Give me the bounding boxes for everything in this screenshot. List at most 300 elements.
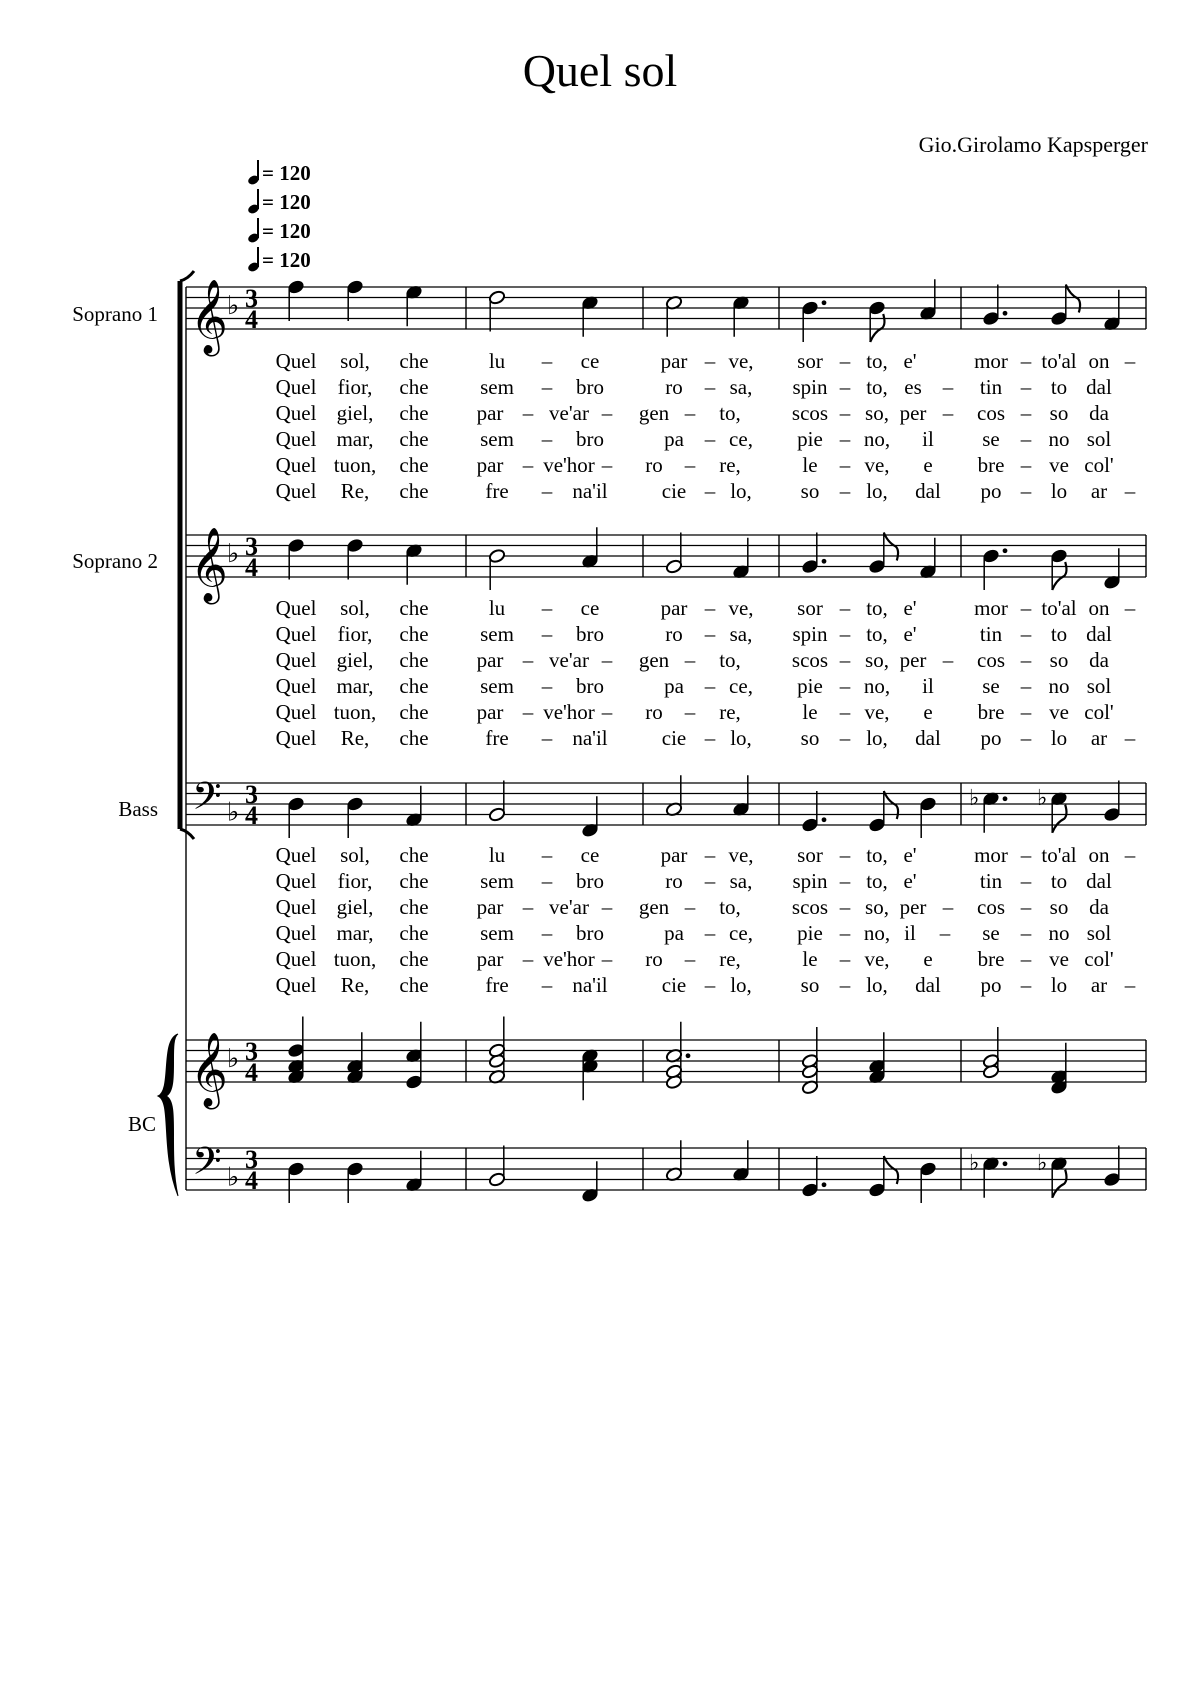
lyric-syllable: e	[923, 947, 933, 971]
lyric-hyphen: –	[704, 726, 716, 750]
lyric-syllable: tin	[979, 622, 1003, 646]
lyric-hyphen: –	[1124, 596, 1136, 620]
lyric-syllable: le	[802, 947, 818, 971]
lyric-syllable: Quel	[275, 349, 317, 373]
lyric-syllable: to'al	[1041, 843, 1077, 867]
lyric-syllable: da	[1089, 648, 1109, 672]
lyric-syllable: lu	[488, 349, 506, 373]
lyric-hyphen: –	[522, 401, 534, 425]
lyric-syllable: ar	[1090, 973, 1108, 997]
augmentation-dot	[822, 1182, 827, 1187]
lyric-syllable: Re,	[340, 726, 370, 750]
lyric-hyphen: –	[601, 947, 613, 971]
lyric-syllable: tin	[979, 869, 1003, 893]
lyric-syllable: ve	[1049, 700, 1069, 724]
lyric-hyphen: –	[939, 921, 951, 945]
flat-accidental-icon: ♭	[969, 1150, 980, 1176]
lyric-syllable: pie	[797, 674, 823, 698]
lyric-hyphen: –	[601, 453, 613, 477]
lyric-syllable: to,	[866, 622, 888, 646]
lyric-hyphen: –	[704, 843, 716, 867]
lyric-syllable: ve,	[864, 947, 890, 971]
lyric-syllable: no,	[863, 921, 891, 945]
lyric-syllable: Re,	[340, 973, 370, 997]
instrument-label-bc: BC	[127, 1112, 156, 1136]
lyric-syllable: che	[399, 726, 429, 750]
time-signature-numerator: 3	[245, 780, 258, 809]
lyric-syllable: che	[399, 947, 429, 971]
lyric-syllable: ve'hor	[543, 947, 595, 971]
lyric-syllable: Quel	[275, 401, 317, 425]
lyric-hyphen: –	[522, 700, 534, 724]
lyric-hyphen: –	[1020, 700, 1032, 724]
lyric-syllable: par	[660, 349, 688, 373]
lyric-syllable: dal	[915, 973, 941, 997]
lyric-hyphen: –	[1020, 401, 1032, 425]
lyric-hyphen: –	[601, 401, 613, 425]
lyric-syllable: tuon,	[333, 700, 377, 724]
lyric-syllable: e'	[903, 349, 917, 373]
bass-clef-icon: 𝄢	[192, 773, 222, 828]
lyric-hyphen: –	[541, 973, 553, 997]
composer-name: Gio.Girolamo Kapsperger	[918, 132, 1148, 157]
lyric-hyphen: –	[1124, 479, 1136, 503]
lyric-syllable: par	[476, 648, 504, 672]
lyric-syllable: da	[1089, 895, 1109, 919]
lyric-syllable: sol	[1086, 921, 1112, 945]
lyric-syllable: lu	[488, 596, 506, 620]
lyric-syllable: par	[476, 700, 504, 724]
lyric-hyphen: –	[1020, 843, 1032, 867]
augmentation-dot	[1003, 1161, 1008, 1166]
lyric-hyphen: –	[1020, 648, 1032, 672]
lyric-hyphen: –	[1020, 895, 1032, 919]
lyric-hyphen: –	[704, 622, 716, 646]
lyric-syllable: on	[1088, 596, 1110, 620]
lyric-syllable: lo,	[730, 726, 752, 750]
lyric-hyphen: –	[1020, 453, 1032, 477]
lyric-syllable: lo,	[730, 973, 752, 997]
lyric-syllable: e'	[903, 596, 917, 620]
lyric-syllable: Quel	[275, 700, 317, 724]
lyric-syllable: gen	[638, 895, 670, 919]
lyric-hyphen: –	[1124, 349, 1136, 373]
lyric-hyphen: –	[839, 674, 851, 698]
lyric-syllable: che	[399, 479, 429, 503]
lyric-syllable: no	[1048, 427, 1070, 451]
lyric-syllable: par	[660, 843, 688, 867]
lyric-hyphen: –	[541, 674, 553, 698]
lyric-syllable: e'	[903, 622, 917, 646]
lyric-syllable: Quel	[275, 674, 317, 698]
lyric-hyphen: –	[684, 700, 696, 724]
tempo-mark: = 120	[248, 160, 311, 186]
lyric-syllable: il	[922, 674, 934, 698]
lyric-syllable: pa	[664, 427, 684, 451]
lyric-syllable: lo,	[866, 973, 888, 997]
lyric-syllable: mor	[974, 596, 1008, 620]
lyric-syllable: so,	[865, 895, 889, 919]
lyric-syllable: to,	[866, 349, 888, 373]
lyric-syllable: to	[1050, 375, 1068, 399]
lyric-hyphen: –	[1020, 921, 1032, 945]
lyric-hyphen: –	[1020, 674, 1032, 698]
lyric-syllable: dal	[1086, 622, 1112, 646]
lyric-syllable: che	[399, 375, 429, 399]
lyric-syllable: mar,	[336, 427, 374, 451]
lyric-hyphen: –	[839, 596, 851, 620]
treble-clef-icon: 𝄞	[190, 1033, 228, 1107]
lyric-syllable: dal	[915, 479, 941, 503]
lyric-syllable: ro	[665, 622, 683, 646]
lyric-syllable: Quel	[275, 947, 317, 971]
lyric-syllable: lo,	[866, 726, 888, 750]
lyric-hyphen: –	[1124, 973, 1136, 997]
lyric-syllable: cie	[661, 973, 687, 997]
treble-clef-icon: 𝄞	[190, 280, 228, 354]
lyric-hyphen: –	[541, 843, 553, 867]
lyric-syllable: so,	[865, 648, 889, 672]
augmentation-dot	[1003, 548, 1008, 553]
tempo-mark: = 120	[248, 247, 311, 273]
lyric-hyphen: –	[522, 895, 534, 919]
lyric-syllable: che	[399, 622, 429, 646]
lyric-syllable: to,	[866, 596, 888, 620]
lyric-syllable: pa	[664, 674, 684, 698]
lyric-syllable: ve'ar	[549, 401, 589, 425]
lyric-syllable: fre	[485, 726, 509, 750]
lyric-syllable: Quel	[275, 453, 317, 477]
lyric-syllable: to,	[866, 869, 888, 893]
lyric-syllable: bro	[576, 427, 604, 451]
augmentation-dot	[686, 1053, 691, 1058]
lyric-hyphen: –	[1020, 427, 1032, 451]
lyric-syllable: lo	[1050, 479, 1068, 503]
lyric-syllable: che	[399, 596, 429, 620]
lyric-syllable: dal	[1086, 375, 1112, 399]
lyric-syllable: giel,	[336, 895, 374, 919]
time-signature-numerator: 3	[245, 1037, 258, 1066]
lyric-hyphen: –	[601, 648, 613, 672]
lyric-syllable: Quel	[275, 479, 317, 503]
lyric-syllable: no	[1048, 674, 1070, 698]
lyric-syllable: on	[1088, 349, 1110, 373]
lyric-syllable: ve,	[728, 596, 754, 620]
lyric-hyphen: –	[1020, 869, 1032, 893]
lyric-syllable: so	[1049, 648, 1069, 672]
lyric-syllable: to,	[719, 401, 741, 425]
lyric-syllable: ve'ar	[549, 648, 589, 672]
lyric-hyphen: –	[541, 622, 553, 646]
lyric-hyphen: –	[942, 648, 954, 672]
lyric-hyphen: –	[684, 895, 696, 919]
lyric-syllable: col'	[1084, 453, 1114, 477]
time-signature-denominator: 4	[245, 1058, 258, 1087]
lyric-syllable: sol,	[340, 596, 370, 620]
lyric-syllable: ve,	[728, 349, 754, 373]
lyric-syllable: che	[399, 648, 429, 672]
lyric-syllable: le	[802, 700, 818, 724]
lyric-syllable: ce,	[729, 674, 753, 698]
time-signature-numerator: 3	[245, 284, 258, 313]
lyric-syllable: giel,	[336, 648, 374, 672]
key-flat-icon: ♭	[227, 797, 240, 828]
lyric-hyphen: –	[839, 622, 851, 646]
lyric-hyphen: –	[541, 427, 553, 451]
lyric-syllable: cos	[977, 895, 1005, 919]
lyric-syllable: no	[1048, 921, 1070, 945]
augmentation-dot	[822, 300, 827, 305]
lyric-syllable: par	[476, 895, 504, 919]
lyric-syllable: ve	[1049, 453, 1069, 477]
lyric-syllable: bre	[977, 700, 1005, 724]
lyric-syllable: to'al	[1041, 349, 1077, 373]
lyric-syllable: Quel	[275, 726, 317, 750]
time-signature-numerator: 3	[245, 1145, 258, 1174]
lyric-syllable: par	[476, 453, 504, 477]
lyric-syllable: sem	[480, 375, 514, 399]
lyric-syllable: ve'ar	[549, 895, 589, 919]
lyric-syllable: bre	[977, 947, 1005, 971]
time-signature-numerator: 3	[245, 532, 258, 561]
lyric-syllable: fre	[485, 479, 509, 503]
lyric-syllable: dal	[915, 726, 941, 750]
lyric-hyphen: –	[839, 479, 851, 503]
lyric-hyphen: –	[839, 349, 851, 373]
lyric-syllable: gen	[638, 401, 670, 425]
tempo-mark: = 120	[248, 189, 311, 215]
instrument-label-soprano1: Soprano 1	[72, 302, 158, 326]
lyric-syllable: scos	[791, 895, 829, 919]
lyric-syllable: re,	[719, 947, 741, 971]
lyric-syllable: ce	[580, 349, 600, 373]
lyric-syllable: so,	[865, 401, 889, 425]
key-flat-icon: ♭	[227, 1044, 240, 1074]
lyric-syllable: ce	[580, 843, 600, 867]
lyric-syllable: spin	[792, 622, 828, 646]
tempo-mark: = 120	[248, 218, 311, 244]
lyric-syllable: tin	[979, 375, 1003, 399]
lyric-syllable: re,	[719, 453, 741, 477]
lyric-hyphen: –	[704, 427, 716, 451]
eighth-flag	[1052, 805, 1066, 833]
lyric-hyphen: –	[1020, 349, 1032, 373]
lyric-syllable: giel,	[336, 401, 374, 425]
lyric-syllable: par	[476, 947, 504, 971]
choir-bracket-bottom	[180, 829, 194, 839]
lyric-syllable: so	[1049, 401, 1069, 425]
lyric-syllable: Quel	[275, 596, 317, 620]
lyric-syllable: spin	[792, 869, 828, 893]
lyric-hyphen: –	[684, 401, 696, 425]
lyric-syllable: to'al	[1041, 596, 1077, 620]
lyric-syllable: e'	[903, 843, 917, 867]
lyric-syllable: col'	[1084, 700, 1114, 724]
lyric-hyphen: –	[541, 349, 553, 373]
lyric-syllable: che	[399, 453, 429, 477]
lyric-syllable: so	[800, 973, 820, 997]
lyric-syllable: fior,	[337, 375, 373, 399]
lyric-syllable: Quel	[275, 648, 317, 672]
lyric-syllable: gen	[638, 648, 670, 672]
augmentation-dot	[822, 559, 827, 564]
lyric-syllable: che	[399, 401, 429, 425]
time-signature-denominator: 4	[245, 305, 258, 334]
eighth-flag	[1052, 1170, 1066, 1198]
lyric-syllable: tuon,	[333, 453, 377, 477]
lyric-syllable: ro	[645, 947, 663, 971]
lyric-syllable: ve	[1049, 947, 1069, 971]
lyric-syllable: ce,	[729, 921, 753, 945]
lyric-syllable: fre	[485, 973, 509, 997]
lyric-syllable: na'il	[572, 479, 608, 503]
lyric-syllable: lo	[1050, 973, 1068, 997]
lyric-syllable: no,	[863, 674, 891, 698]
lyric-syllable: spin	[792, 375, 828, 399]
lyric-syllable: il	[904, 921, 916, 945]
lyric-hyphen: –	[704, 349, 716, 373]
lyric-syllable: sem	[480, 427, 514, 451]
lyric-syllable: ve'hor	[543, 700, 595, 724]
lyric-syllable: par	[660, 596, 688, 620]
lyric-syllable: fior,	[337, 869, 373, 893]
lyric-syllable: tuon,	[333, 947, 377, 971]
lyric-syllable: ve,	[864, 453, 890, 477]
lyric-hyphen: –	[704, 973, 716, 997]
lyric-syllable: sem	[480, 674, 514, 698]
lyric-syllable: ce	[580, 596, 600, 620]
lyric-syllable: ro	[665, 869, 683, 893]
lyric-syllable: Quel	[275, 622, 317, 646]
lyric-syllable: da	[1089, 401, 1109, 425]
lyric-syllable: bre	[977, 453, 1005, 477]
lyric-hyphen: –	[839, 947, 851, 971]
lyric-syllable: sem	[480, 921, 514, 945]
time-signature-denominator: 4	[245, 1166, 258, 1195]
lyric-hyphen: –	[839, 453, 851, 477]
lyric-syllable: che	[399, 973, 429, 997]
lyric-syllable: per	[899, 648, 927, 672]
lyric-syllable: e	[923, 453, 933, 477]
lyric-syllable: se	[982, 674, 1000, 698]
lyric-syllable: Quel	[275, 375, 317, 399]
lyric-syllable: ar	[1090, 726, 1108, 750]
lyric-hyphen: –	[839, 921, 851, 945]
lyric-syllable: sor	[797, 843, 823, 867]
lyric-hyphen: –	[704, 921, 716, 945]
flat-accidental-icon: ♭	[969, 785, 980, 811]
lyric-hyphen: –	[522, 947, 534, 971]
time-signature-denominator: 4	[245, 801, 258, 830]
lyric-syllable: ro	[645, 700, 663, 724]
lyric-syllable: sem	[480, 622, 514, 646]
lyric-syllable: ce,	[729, 427, 753, 451]
lyric-syllable: pie	[797, 921, 823, 945]
lyric-syllable: no,	[863, 427, 891, 451]
key-flat-icon: ♭	[227, 1162, 240, 1193]
lyric-hyphen: –	[601, 700, 613, 724]
instrument-label-soprano2: Soprano 2	[72, 549, 158, 573]
lyric-syllable: se	[982, 427, 1000, 451]
lyric-syllable: le	[802, 453, 818, 477]
lyric-syllable: se	[982, 921, 1000, 945]
lyric-syllable: po	[980, 479, 1002, 503]
lyric-syllable: scos	[791, 648, 829, 672]
lyric-hyphen: –	[704, 674, 716, 698]
lyric-syllable: to	[1050, 869, 1068, 893]
lyric-syllable: e	[923, 700, 933, 724]
lyric-hyphen: –	[704, 869, 716, 893]
augmentation-dot	[1003, 796, 1008, 801]
lyric-syllable: sor	[797, 596, 823, 620]
bass-clef-icon: 𝄢	[192, 1138, 222, 1193]
lyric-syllable: so	[800, 726, 820, 750]
lyric-hyphen: –	[1020, 596, 1032, 620]
flat-accidental-icon: ♭	[1037, 785, 1048, 811]
lyric-syllable: scos	[791, 401, 829, 425]
lyric-hyphen: –	[541, 479, 553, 503]
lyric-syllable: ar	[1090, 479, 1108, 503]
lyric-hyphen: –	[839, 726, 851, 750]
lyric-hyphen: –	[839, 700, 851, 724]
lyric-hyphen: –	[541, 921, 553, 945]
lyric-syllable: to,	[866, 843, 888, 867]
lyric-syllable: dal	[1086, 869, 1112, 893]
lyric-hyphen: –	[541, 869, 553, 893]
lyric-syllable: sol,	[340, 843, 370, 867]
lyric-hyphen: –	[601, 895, 613, 919]
lyric-hyphen: –	[1020, 973, 1032, 997]
time-signature-denominator: 4	[245, 553, 258, 582]
lyric-syllable: par	[476, 401, 504, 425]
lyric-syllable: Quel	[275, 427, 317, 451]
score-title: Quel sol	[522, 45, 678, 96]
lyric-hyphen: –	[704, 479, 716, 503]
lyric-syllable: na'il	[572, 726, 608, 750]
lyric-syllable: es	[904, 375, 922, 399]
lyric-syllable: ve,	[728, 843, 754, 867]
lyric-syllable: Quel	[275, 869, 317, 893]
lyric-syllable: per	[899, 895, 927, 919]
treble-clef-icon: 𝄞	[190, 528, 228, 602]
lyric-syllable: sa,	[729, 375, 753, 399]
lyric-syllable: sol,	[340, 349, 370, 373]
lyric-syllable: fior,	[337, 622, 373, 646]
lyric-syllable: sa,	[729, 869, 753, 893]
augmentation-dot	[1003, 311, 1008, 316]
piano-brace	[158, 1034, 178, 1196]
lyric-syllable: so	[1049, 895, 1069, 919]
lyric-syllable: Quel	[275, 921, 317, 945]
lyric-hyphen: –	[541, 726, 553, 750]
lyric-syllable: Quel	[275, 895, 317, 919]
lyric-syllable: Re,	[340, 479, 370, 503]
lyric-hyphen: –	[1020, 375, 1032, 399]
lyric-syllable: mor	[974, 349, 1008, 373]
lyric-syllable: che	[399, 869, 429, 893]
lyric-syllable: che	[399, 349, 429, 373]
lyric-hyphen: –	[1020, 479, 1032, 503]
lyric-hyphen: –	[684, 453, 696, 477]
lyric-hyphen: –	[839, 401, 851, 425]
lyric-syllable: cos	[977, 401, 1005, 425]
lyric-hyphen: –	[839, 427, 851, 451]
lyric-hyphen: –	[839, 375, 851, 399]
lyric-hyphen: –	[704, 375, 716, 399]
lyric-syllable: to,	[719, 895, 741, 919]
lyric-hyphen: –	[684, 648, 696, 672]
lyric-hyphen: –	[839, 843, 851, 867]
